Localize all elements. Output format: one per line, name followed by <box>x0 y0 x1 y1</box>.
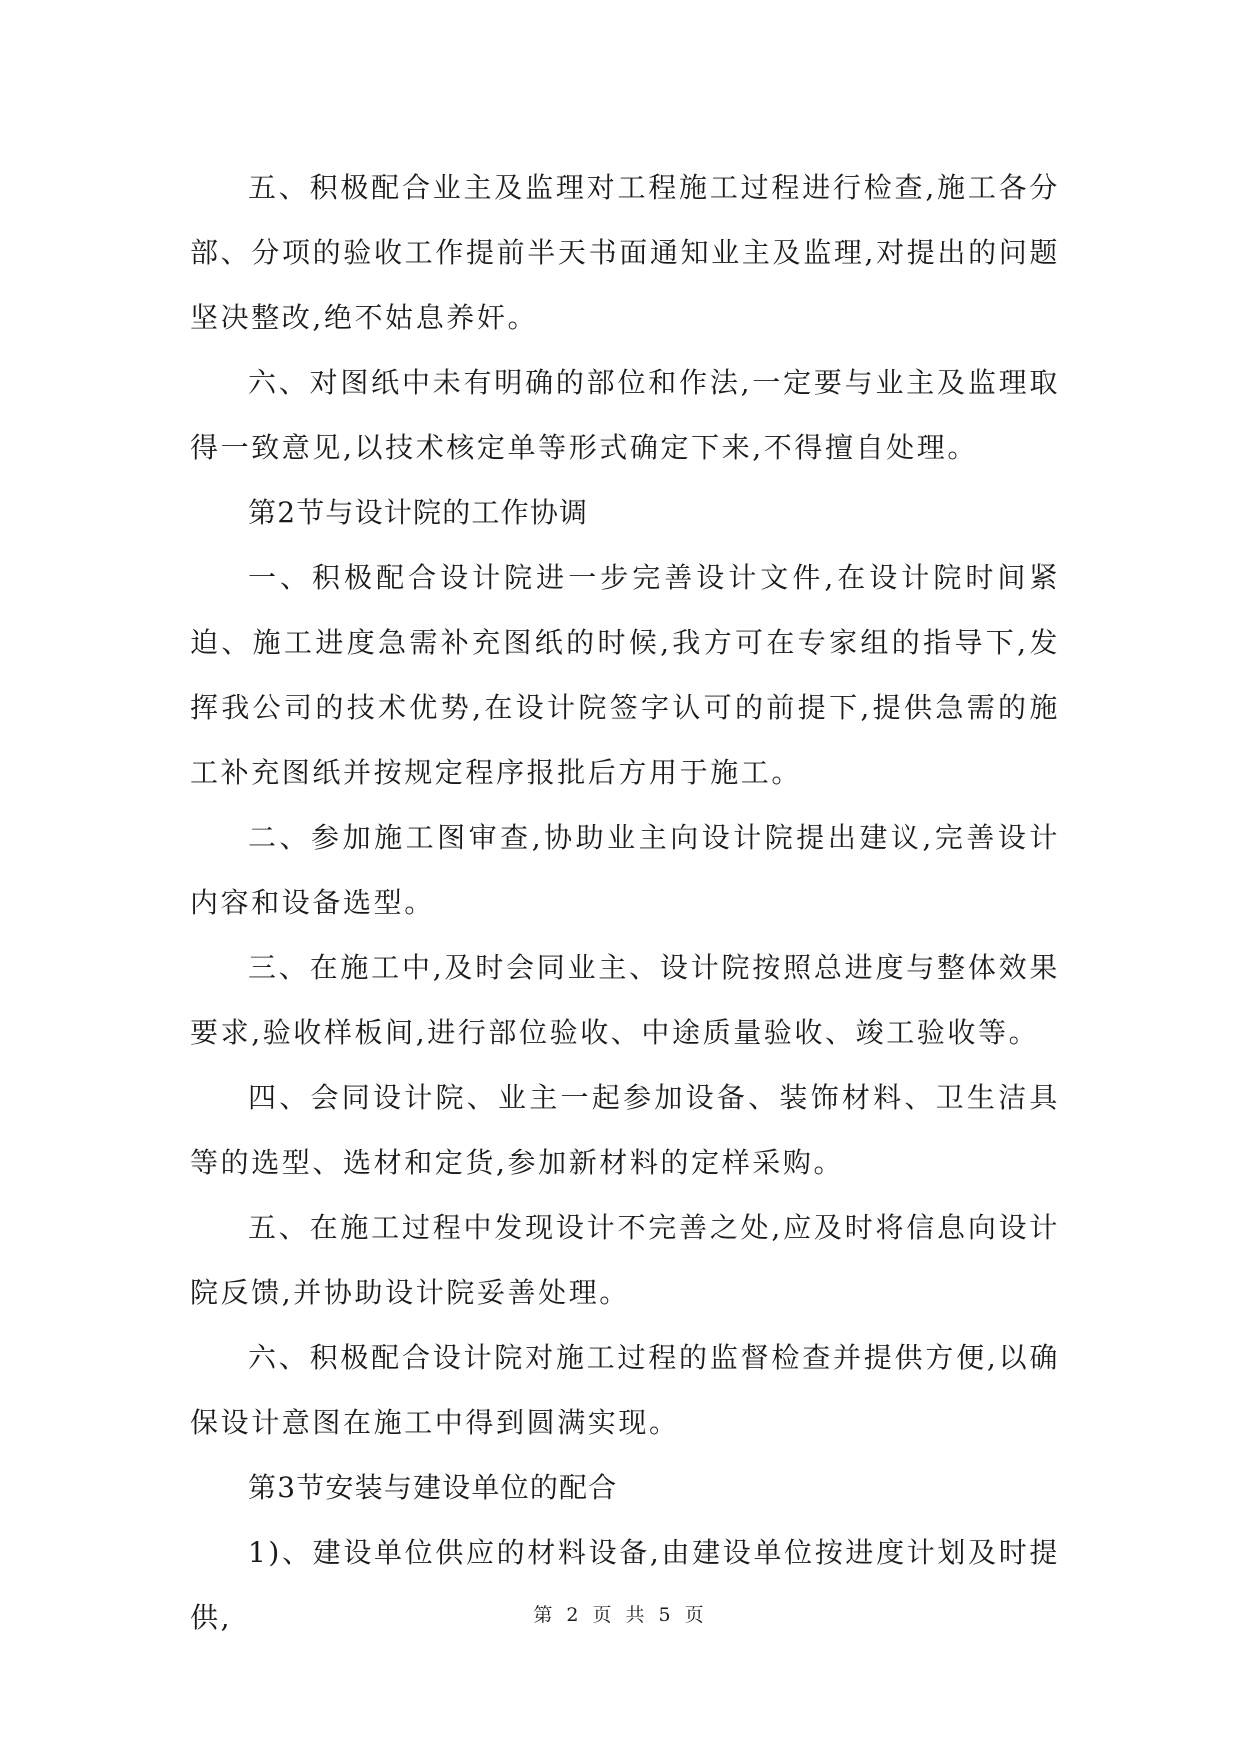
document-body <box>190 155 1060 1650</box>
paragraph-drawing-clarification: 六、对图纸中未有明确的部位和作法,一定要与业主及监理取得一致意见,以技术核定单等形式确定下来,不得擅自处理。 <box>190 366 1060 464</box>
page-number-footer: 第 2 页 共 5 页 <box>533 1604 708 1626</box>
paragraph-inspection-cooperation: 五、积极配合业主及监理对工程施工过程进行检查,施工各分部、分项的验收工作提前半天书面通知业主及监理,对提出的问题坚决整改,绝不姑息养奸。 <box>190 171 1060 334</box>
paragraph-material-supply: 1)、建设单位供应的材料设备,由建设单位按进度计划及时提供, <box>190 1536 1060 1634</box>
section-heading-design-institute: 第2节与设计院的工作协调 <box>248 496 589 529</box>
paragraph-material-selection: 四、会同设计院、业主一起参加设备、装饰材料、卫生洁具等的选型、选材和定货,参加新材料的定样采购。 <box>190 1081 1060 1179</box>
section-heading-construction-unit: 第3节安装与建设单位的配合 <box>248 1471 618 1504</box>
paragraph-design-files: 一、积极配合设计院进一步完善设计文件,在设计院时间紧迫、施工进度急需补充图纸的时候,我方可在专家组的指导下,发挥我公司的技术优势,在设计院签字认可的前提下,提供急需的施工补充图纸并按规定程序报批后方用于施工。 <box>190 561 1060 789</box>
paragraph-acceptance: 三、在施工中,及时会同业主、设计院按照总进度与整体效果要求,验收样板间,进行部位验收、中途质量验收、竣工验收等。 <box>190 951 1060 1049</box>
paragraph-supervision: 六、积极配合设计院对施工过程的监督检查并提供方便,以确保设计意图在施工中得到圆满实现。 <box>190 1341 1060 1439</box>
paragraph-drawing-review: 二、参加施工图审查,协助业主向设计院提出建议,完善设计内容和设备选型。 <box>190 821 1060 919</box>
paragraph-design-feedback: 五、在施工过程中发现设计不完善之处,应及时将信息向设计院反馈,并协助设计院妥善处理。 <box>190 1211 1060 1309</box>
